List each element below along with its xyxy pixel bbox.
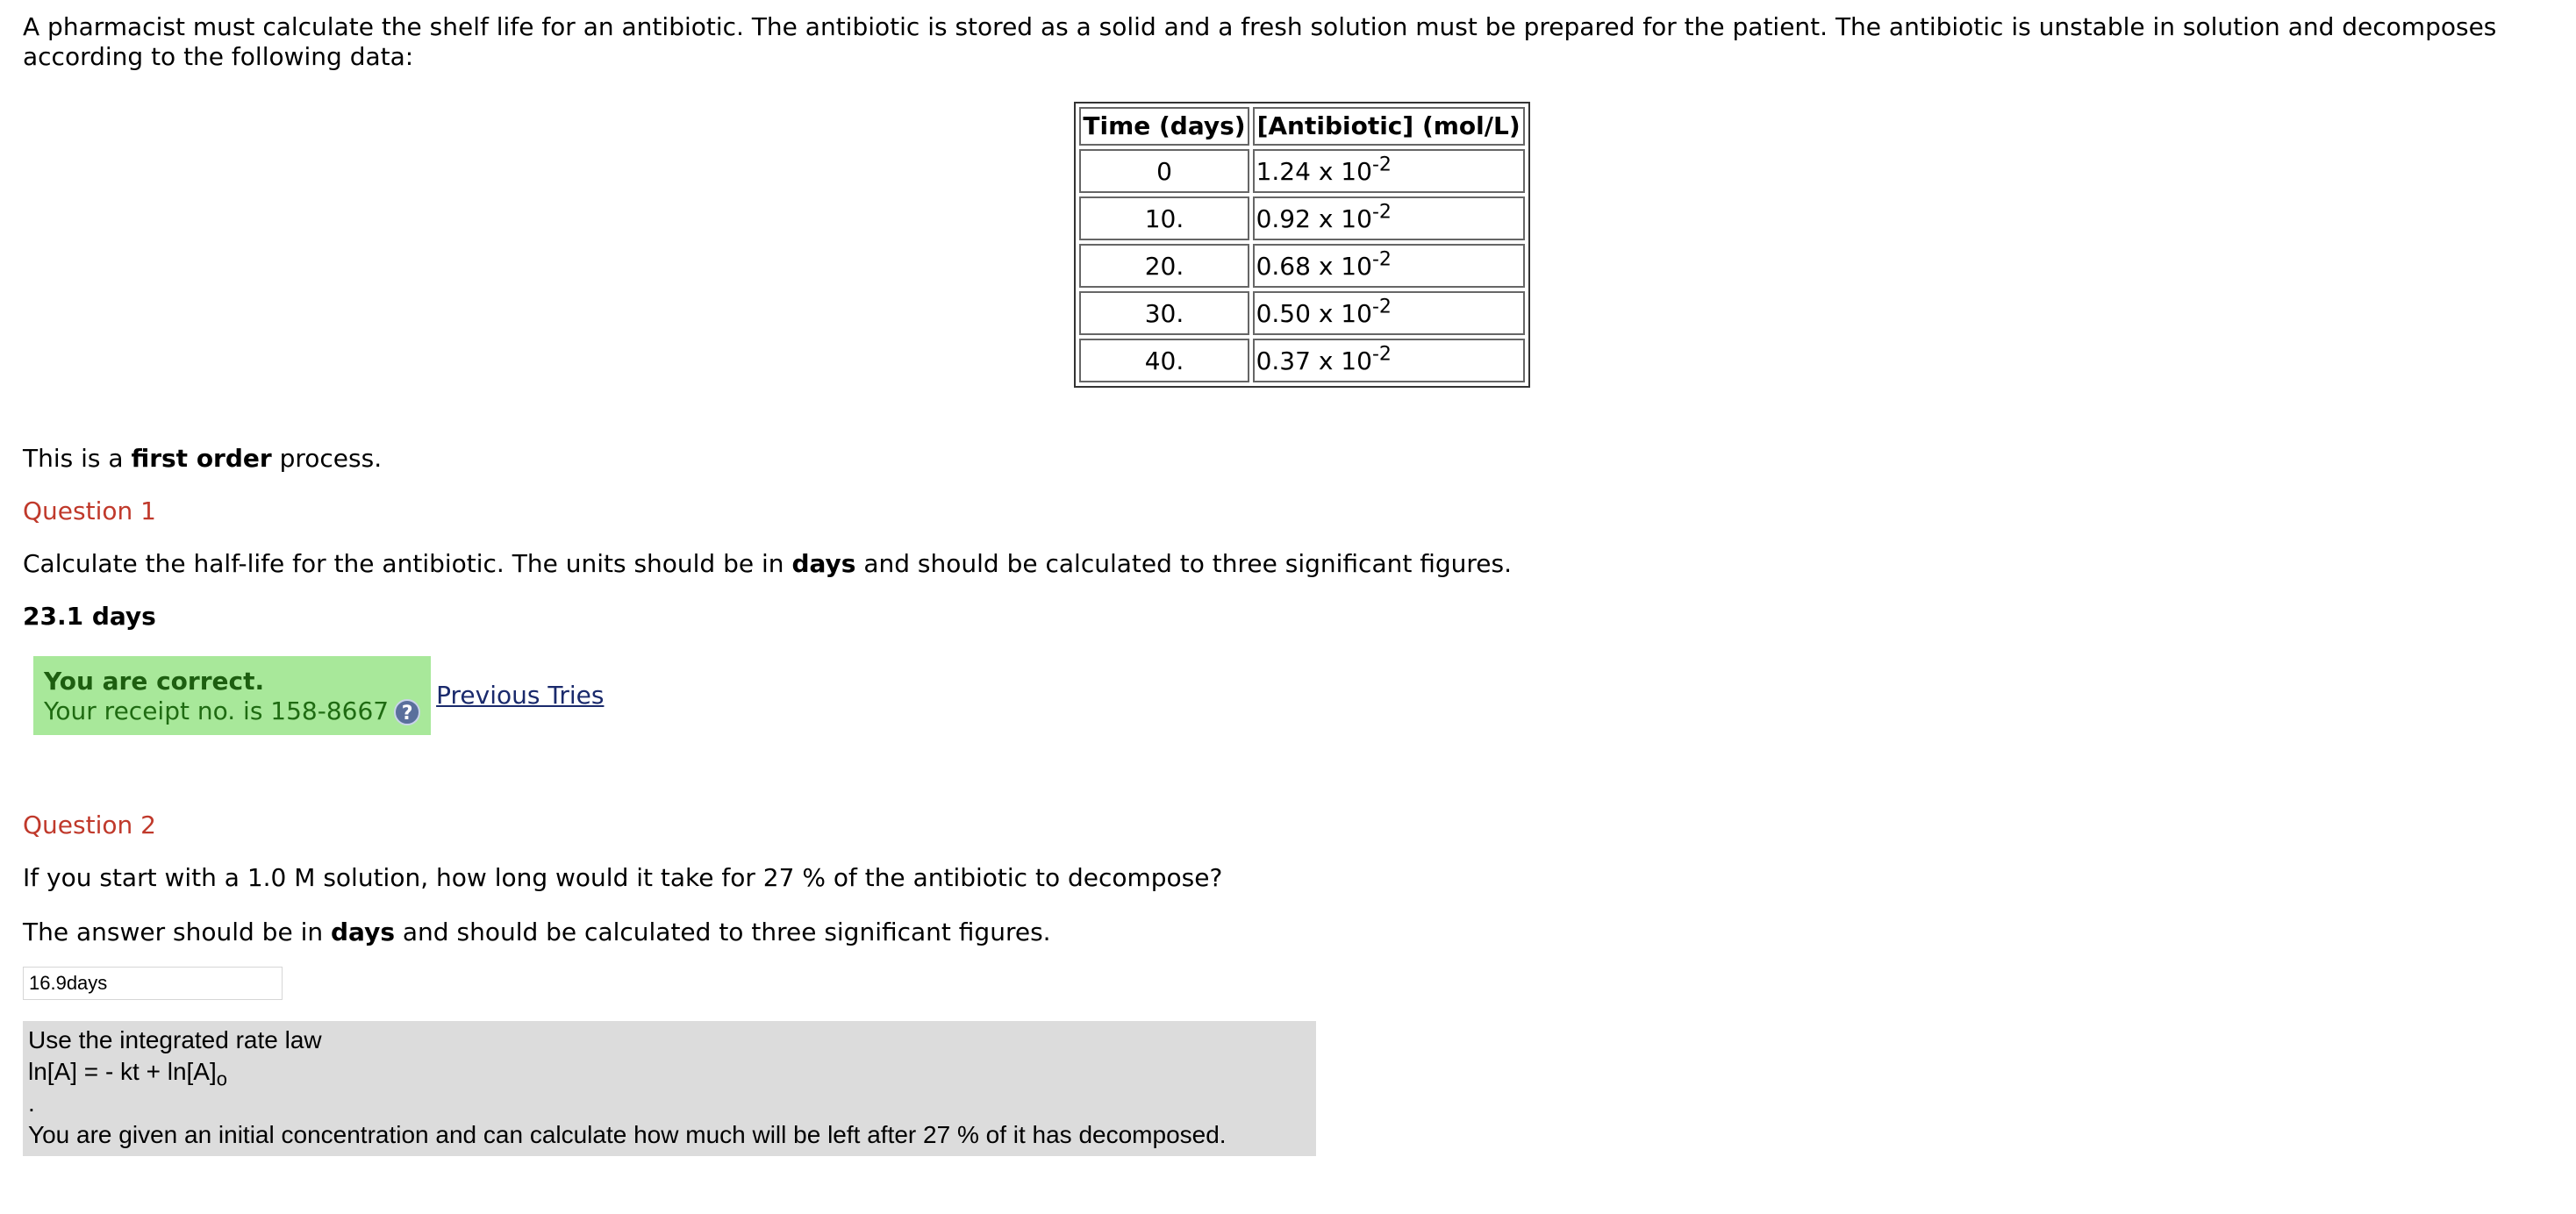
concentration-mantissa: 1.24 x 10 [1256,157,1372,186]
time-cell: 30. [1079,291,1249,335]
table-row [1079,244,1524,288]
concentration-mantissa: 0.68 x 10 [1256,252,1372,281]
concentration-cell [1253,339,1525,382]
concentration-cell [1253,244,1525,288]
q2-units-suffix: and should be calculated to three significant figures. [395,918,1051,946]
q1-units-emphasis: days [791,549,856,578]
concentration-mantissa: 0.92 x 10 [1256,204,1372,233]
question-1-text [23,549,2553,579]
q2-units-prefix: The answer should be in [23,918,331,946]
hint-equation-subscript: o [216,1068,228,1090]
order-emphasis: first order [131,444,272,473]
q1-text-suffix: and should be calculated to three significant figures. [855,549,1513,578]
concentration-exponent: -2 [1371,248,1392,271]
q2-units-emphasis: days [331,918,395,946]
order-suffix: process. [271,444,383,473]
question-2-units-instruction [23,918,2553,947]
concentration-cell [1253,196,1525,240]
concentration-mantissa: 0.37 x 10 [1256,346,1372,375]
concentration-exponent: -2 [1371,201,1392,224]
previous-tries-link[interactable]: Previous Tries [436,681,605,710]
reaction-order-statement [23,444,2553,474]
hint-line-1: Use the integrated rate law [28,1026,322,1053]
concentration-exponent: -2 [1371,296,1392,318]
order-prefix: This is a [23,444,132,473]
question-2-text: If you start with a 1.0 M solution, how long would it take for 27 % of the antibiotic to decompose? [23,863,1223,892]
hint-equation [28,1056,1311,1088]
correct-feedback-box [33,656,431,735]
receipt-text: Your receipt no. is 158-8667 [44,696,390,725]
concentration-exponent: -2 [1371,154,1392,176]
table-row [1079,149,1524,193]
hint-line-4: You are given an initial concentration and can calculate how much will be left after 27 % of it has decomposed. [28,1121,1227,1148]
concentration-mantissa: 0.50 x 10 [1256,299,1372,328]
table-header-row [1079,107,1524,146]
table-row [1079,339,1524,382]
time-cell: 40. [1079,339,1249,382]
q1-text-prefix: Calculate the half-life for the antibiotic. The units should be in [23,549,792,578]
table-row [1079,291,1524,335]
hint-box [23,1021,1316,1156]
concentration-cell [1253,149,1525,193]
time-cell: 20. [1079,244,1249,288]
question-1-heading: Question 1 [23,496,156,525]
intro-text: A pharmacist must calculate the shelf life for an antibiotic. The antibiotic is stored as a solid and a fresh solution must be prepared for the patient. The antibiotic is unstable in solution and decomposes according to the following data: [23,12,2497,71]
receipt-line [44,696,420,726]
table-row [1079,196,1524,240]
correct-message: You are correct. [44,667,265,696]
hint-dot: . [28,1089,35,1117]
time-cell: 0 [1079,149,1249,193]
data-table-wrapper [23,102,2550,388]
question-1-feedback [33,656,2553,735]
column-header-time: Time (days) [1079,107,1249,146]
concentration-exponent: -2 [1371,343,1392,366]
column-header-concentration: [Antibiotic] (mol/L) [1253,107,1525,146]
time-cell: 10. [1079,196,1249,240]
decomposition-data-table [1074,102,1529,388]
question-1-answer: 23.1 days [23,602,156,631]
concentration-cell [1253,291,1525,335]
question-2-answer-input[interactable] [23,967,283,1000]
help-icon[interactable]: ? [394,699,420,725]
question-2-heading: Question 2 [23,811,156,839]
hint-equation-main: ln[A] = - kt + ln[A] [28,1058,217,1085]
